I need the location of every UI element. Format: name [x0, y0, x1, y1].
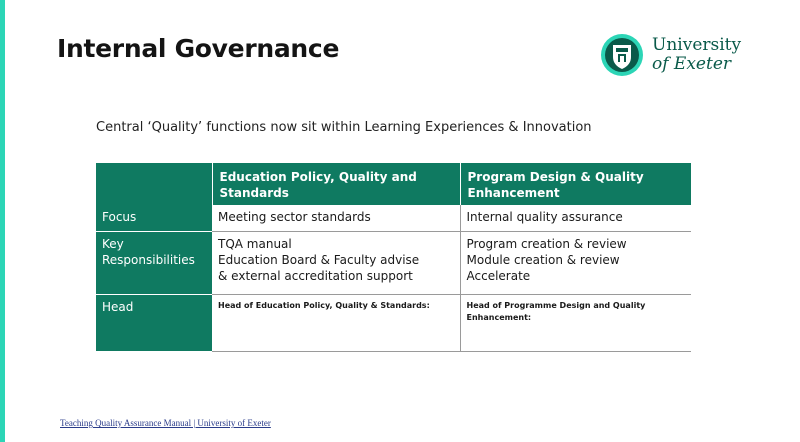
cell-line: Head of Education Policy, Quality & Standards:: [218, 301, 430, 310]
university-logo: [600, 33, 741, 77]
row-label-key-responsibilities: Key Responsibilities: [96, 232, 212, 295]
cell-line: Accelerate: [466, 269, 531, 283]
governance-table-container: [96, 163, 691, 358]
slide-title: Internal Governance: [57, 34, 340, 63]
row-label-head: Head: [96, 295, 212, 352]
table-cell: [460, 205, 691, 232]
logo-line-1: University: [652, 35, 742, 55]
table-row: [96, 295, 691, 352]
row-label-focus: Focus: [96, 205, 212, 232]
footer-link[interactable]: Teaching Quality Assurance Manual | University of Exeter: [60, 418, 271, 428]
table-row: [96, 232, 691, 295]
governance-table: [96, 163, 691, 352]
accent-bar: [0, 0, 5, 442]
table-cell: [212, 295, 460, 352]
table-cell: [212, 205, 460, 232]
table-header-row: [96, 163, 691, 205]
logo-wordmark: [652, 36, 741, 74]
cell-line: Internal quality assurance: [466, 210, 623, 224]
logo-line-2: of Exeter: [652, 54, 732, 74]
table-row: [96, 205, 691, 232]
slide-subtitle: Central ‘Quality’ functions now sit within Learning Experiences & Innovation: [96, 120, 592, 135]
cell-line: TQA manual: [218, 237, 292, 251]
table-cell: [460, 295, 691, 352]
table-header-corner: [96, 163, 212, 205]
cell-line: Head of Programme Design and Quality Enhancement:: [466, 301, 646, 322]
cell-line: Education Board & Faculty advise: [218, 253, 420, 267]
cell-line: Module creation & review: [466, 253, 620, 267]
cell-line: & external accreditation support: [218, 269, 413, 283]
table-cell: [212, 232, 460, 295]
university-crest-icon: [600, 33, 644, 77]
cell-line: Program creation & review: [466, 237, 627, 251]
table-header-program-design: Program Design & Quality Enhancement: [460, 163, 691, 205]
table-cell: [460, 232, 691, 295]
cell-line: Meeting sector standards: [218, 210, 371, 224]
table-header-education-policy: Education Policy, Quality and Standards: [212, 163, 460, 205]
